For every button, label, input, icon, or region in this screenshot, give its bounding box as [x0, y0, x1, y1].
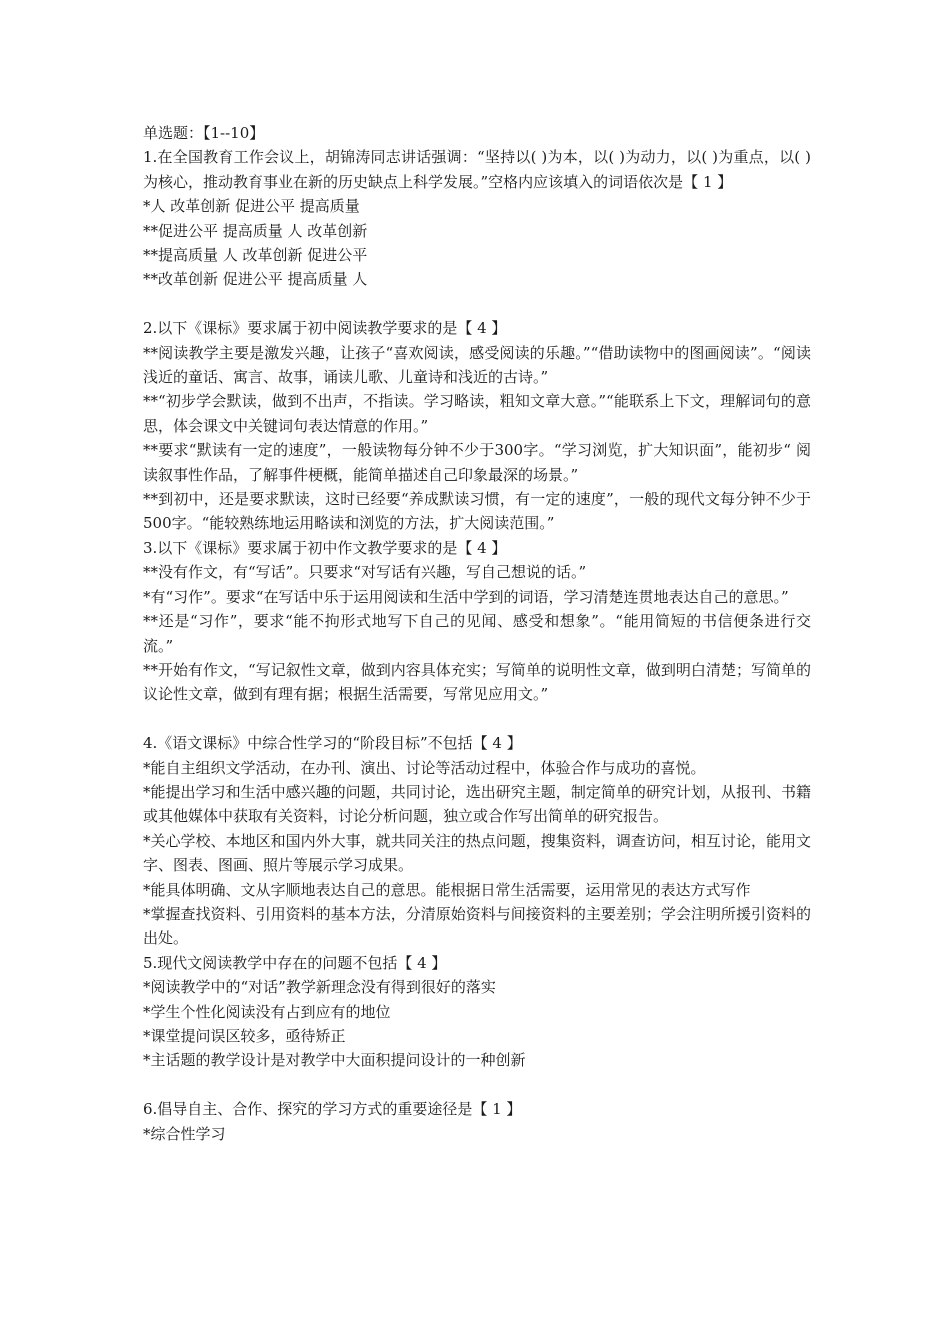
option: *掌握查找资料、引用资料的基本方法，分清原始资料与间接资料的主要差别；学会注明所援引资料的出处。 [143, 904, 811, 948]
option: *能提出学习和生活中感兴趣的问题，共同讨论，选出研究主题，制定简单的研究计划，从报刊、书籍或其他媒体中获取有关资料，讨论分析问题，独立或合作写出简单的研究报告。 [143, 782, 811, 826]
option: **促进公平 提高质量 人 改革创新 [143, 221, 368, 240]
question-stem: 2.以下《课标》要求属于初中阅读教学要求的是【 4 】 [143, 319, 507, 338]
option: *主话题的教学设计是对教学中大面积提问设计的一种创新 [143, 1051, 526, 1070]
option: **阅读教学主要是激发兴趣，让孩子“喜欢阅读，感受阅读的乐趣。”“借助读物中的图画阅读”。“阅读浅近的童话、寓言、故事，诵读儿歌、儿童诗和浅近的古诗。” [143, 343, 811, 387]
section-header: 单选题：【1--10】 [143, 124, 265, 142]
option: *学生个性化阅读没有占到应有的地位 [143, 1002, 391, 1021]
document-body [143, 121, 811, 1146]
spacer [143, 1073, 811, 1097]
option: **没有作文，有“写话”。只要求“对写话有兴趣，写自己想说的话。” [143, 563, 587, 582]
option: **还是“习作”，要求“能不拘形式地写下自己的见闻、感受和想象”。“能用简短的书信便条进行交流。” [143, 612, 811, 655]
question-stem: 4.《语文课标》中综合性学习的“阶段目标”不包括【 4 】 [143, 734, 522, 753]
option: **要求“默读有一定的速度”，一般读物每分钟不少于300字。“学习浏览，扩大知识面”，能初步“ 阅读叙事性作品，了解事件梗概，能简单描述自己印象最深的场景。” [143, 441, 811, 484]
option: *阅读教学中的“对话”教学新理念没有得到很好的落实 [143, 978, 496, 997]
question-2 [143, 316, 811, 536]
question-3 [143, 536, 811, 707]
option: *综合性学习 [143, 1124, 226, 1143]
question-stem: 5.现代文阅读教学中存在的问题不包括【 4 】 [143, 953, 447, 972]
option: **开始有作文，“写记叙性文章，做到内容具体充实；写简单的说明性文章，做到明白清楚；写简单的议论性文章，做到有理有据；根据生活需要，写常见应用文。” [143, 660, 811, 704]
question-4 [143, 731, 811, 951]
question-stem: 6.倡导自主、合作、探究的学习方式的重要途径是【 1 】 [143, 1100, 522, 1119]
option: **到初中，还是要求默读，这时已经要“养成默读习惯，有一定的速度”，一般的现代文每分钟不少于500字。“能较熟练地运用略读和浏览的方法，扩大阅读范围。” [143, 490, 811, 533]
option: **提高质量 人 改革创新 促进公平 [143, 246, 368, 265]
option: *能自主组织文学活动，在办刊、演出、讨论等活动过程中，体验合作与成功的喜悦。 [143, 758, 706, 777]
option: *能具体明确、文从字顺地表达自己的意思。能根据日常生活需要，运用常见的表达方式写作 [143, 880, 751, 899]
question-stem: 1.在全国教育工作会议上，胡锦涛同志讲话强调：“坚持以( )为本，以( )为动力，以( )为重点，以( )为核心，推动教育事业在新的历史缺点上科学发展。”空格内应该填入的词语依次是【 1 】 [143, 148, 811, 191]
option: *关心学校、本地区和国内外大事，就共同关注的热点问题，搜集资料，调查访问，相互讨论，能用文字、图表、图画、照片等展示学习成果。 [143, 831, 811, 875]
question-1 [143, 145, 811, 291]
spacer [143, 707, 811, 731]
spacer [143, 292, 811, 316]
question-5 [143, 951, 811, 1073]
option: **“初步学会默读，做到不出声，不指读。学习略读，粗知文章大意。”“能联系上下文，理解词句的意思，体会课文中关键词句表达情意的作用。” [143, 392, 811, 435]
question-6 [143, 1097, 811, 1146]
option: *人 改革创新 促进公平 提高质量 [143, 197, 360, 216]
question-stem: 3.以下《课标》要求属于初中作文教学要求的是【 4 】 [143, 538, 507, 557]
option: *课堂提问误区较多，亟待矫正 [143, 1027, 346, 1045]
option: **改革创新 促进公平 提高质量 人 [143, 270, 368, 289]
option: *有“习作”。要求“在写话中乐于运用阅读和生活中学到的词语，学习清楚连贯地表达自己的意思。” [143, 587, 789, 606]
